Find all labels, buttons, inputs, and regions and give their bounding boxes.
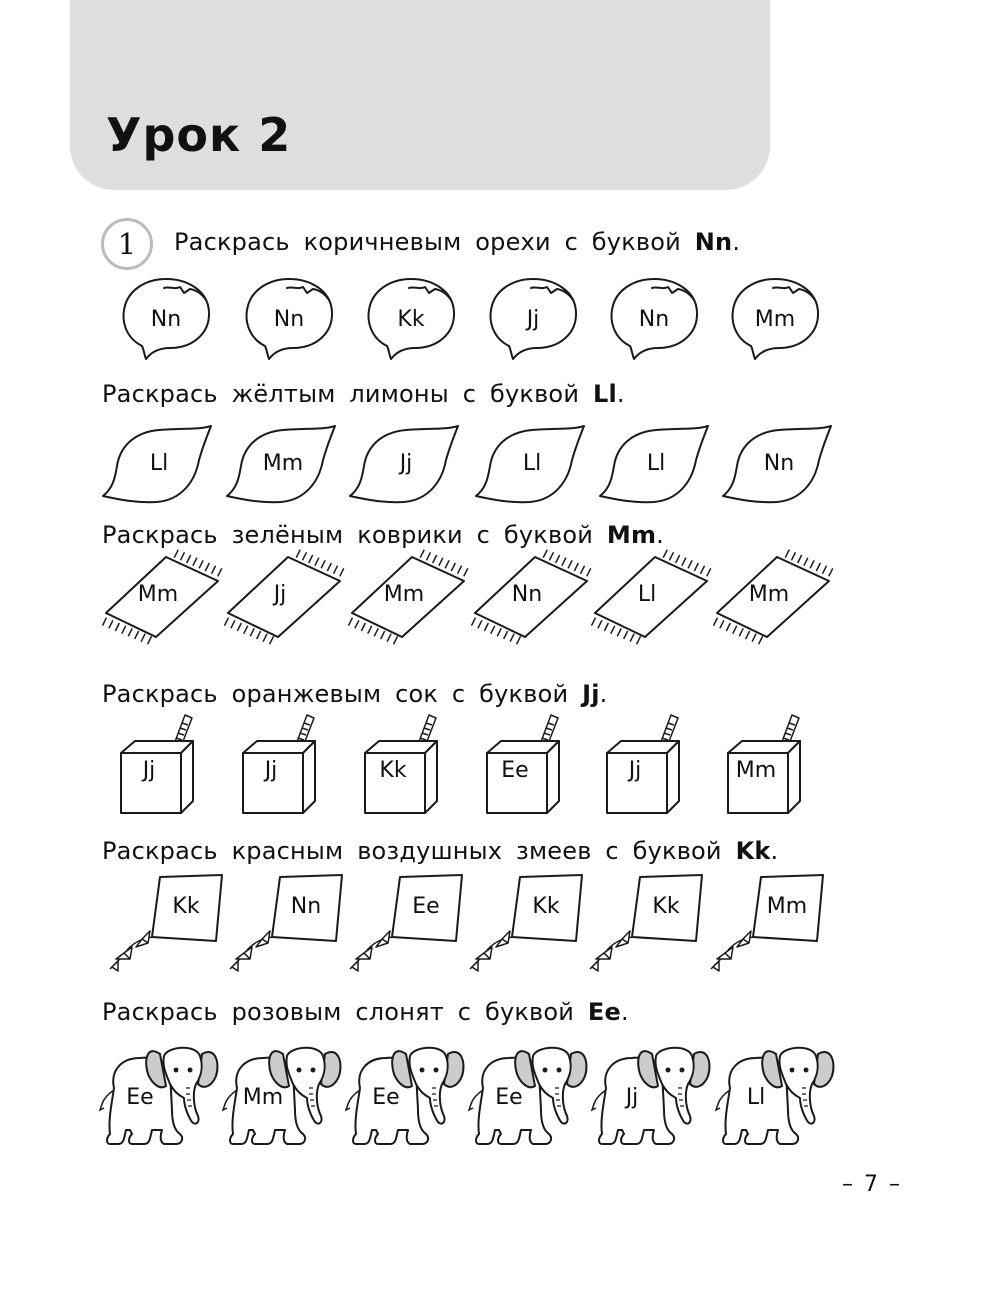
juice-box-letter-label: Jj [142, 758, 156, 783]
lemon-letter-label: Ll [646, 451, 666, 476]
nut-letter-label: Nn [150, 307, 182, 332]
lemon-item[interactable] [598, 424, 712, 506]
nut-item[interactable] [608, 276, 700, 362]
kite-letter-label: Nn [290, 894, 322, 919]
rug-item[interactable] [469, 555, 595, 639]
nut-item[interactable] [365, 276, 457, 362]
elephant-item[interactable] [100, 1040, 222, 1148]
instruction-elephants: Раскрась розовым слонят с буквой Ee. [102, 998, 629, 1026]
lemon-letter-label: Ll [149, 451, 169, 476]
elephant-item[interactable] [346, 1040, 468, 1148]
rug-letter-label: Mm [137, 582, 179, 607]
rug-item[interactable] [589, 555, 715, 639]
elephant-item[interactable] [223, 1040, 345, 1148]
elephant-letter-label: Jj [625, 1085, 639, 1110]
task-number-badge: 1 [101, 218, 153, 270]
elephant-letter-label: Ee [495, 1085, 523, 1110]
juice-box-letter-label: Jj [264, 758, 278, 783]
rug-item[interactable] [711, 555, 837, 639]
kite-item[interactable] [102, 873, 224, 977]
juice-box-letter-label: Ee [501, 758, 529, 783]
lemon-letter-label: Jj [399, 451, 413, 476]
juice-box-item[interactable] [605, 715, 685, 815]
row-rugs [0, 555, 986, 607]
kite-letter-label: Kk [532, 894, 560, 919]
rug-letter-label: Jj [273, 582, 287, 607]
row-lemons [0, 424, 986, 476]
instruction-kites: Раскрась красным воздушных змеев с буквой Kk. [102, 837, 779, 865]
juice-box-letter-label: Mm [735, 758, 777, 783]
rug-letter-label: Ll [637, 582, 657, 607]
kite-item[interactable] [462, 873, 584, 977]
kite-letter-label: Kk [652, 894, 680, 919]
elephant-item[interactable] [592, 1040, 714, 1148]
elephant-letter-label: Ee [126, 1085, 154, 1110]
nut-item[interactable] [243, 276, 335, 362]
page-number: – 7 – [842, 1172, 902, 1197]
nut-item[interactable] [729, 276, 821, 362]
kite-item[interactable] [582, 873, 704, 977]
kite-letter-label: Ee [412, 894, 440, 919]
juice-box-item[interactable] [726, 715, 806, 815]
lemon-letter-label: Ll [522, 451, 542, 476]
lesson-title: Урок 2 [106, 108, 292, 162]
row-juices [0, 715, 986, 783]
nut-letter-label: Nn [638, 307, 670, 332]
nut-item[interactable] [120, 276, 212, 362]
elephant-item[interactable] [469, 1040, 591, 1148]
kite-item[interactable] [342, 873, 464, 977]
lemon-item[interactable] [474, 424, 588, 506]
lemon-letter-label: Nn [763, 451, 795, 476]
kite-item[interactable] [222, 873, 344, 977]
elephant-letter-label: Ll [746, 1085, 766, 1110]
lemon-item[interactable] [721, 424, 835, 506]
nut-letter-label: Nn [273, 307, 305, 332]
instruction-lemons: Раскрась жёлтым лимоны с буквой Ll. [102, 380, 625, 408]
rug-item[interactable] [346, 555, 472, 639]
row-kites [0, 873, 986, 919]
nut-letter-label: Mm [754, 307, 796, 332]
nut-letter-label: Kk [397, 307, 425, 332]
elephant-item[interactable] [716, 1040, 838, 1148]
kite-item[interactable] [703, 873, 825, 977]
lemon-item[interactable] [101, 424, 215, 506]
juice-box-item[interactable] [241, 715, 321, 815]
nut-letter-label: Jj [526, 307, 540, 332]
juice-box-item[interactable] [119, 715, 199, 815]
elephant-letter-label: Mm [242, 1085, 284, 1110]
juice-box-item[interactable] [363, 715, 443, 815]
nut-item[interactable] [487, 276, 579, 362]
instruction-nuts: Раскрась коричневым орехи с буквой Nn. [174, 228, 741, 256]
rug-item[interactable] [222, 555, 348, 639]
juice-box-item[interactable] [485, 715, 565, 815]
row-nuts [0, 276, 986, 332]
lemon-item[interactable] [225, 424, 339, 506]
kite-letter-label: Kk [172, 894, 200, 919]
instruction-juices: Раскрась оранжевым сок с буквой Jj. [102, 680, 608, 708]
lemon-letter-label: Mm [262, 451, 304, 476]
kite-letter-label: Mm [766, 894, 808, 919]
juice-box-letter-label: Kk [379, 758, 407, 783]
rug-letter-label: Mm [383, 582, 425, 607]
juice-box-letter-label: Jj [628, 758, 642, 783]
lemon-item[interactable] [348, 424, 462, 506]
row-elephants [0, 1040, 986, 1110]
rug-letter-label: Mm [748, 582, 790, 607]
elephant-letter-label: Ee [372, 1085, 400, 1110]
rug-item[interactable] [100, 555, 226, 639]
instruction-rugs: Раскрась зелёным коврики с буквой Mm. [102, 521, 664, 549]
rug-letter-label: Nn [511, 582, 543, 607]
